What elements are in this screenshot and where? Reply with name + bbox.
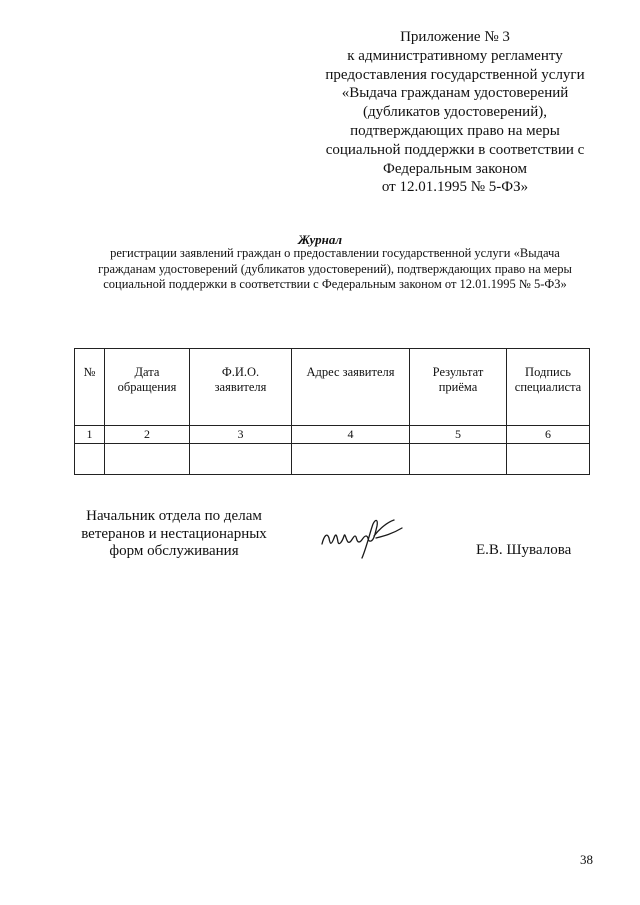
signoff-line: ветеранов и нестационарных xyxy=(81,525,267,542)
empty-cell xyxy=(190,444,292,475)
empty-cell xyxy=(75,444,105,475)
appendix-line: предоставления государственной услуги xyxy=(325,66,585,83)
appendix-line: «Выдача гражданам удостоверений xyxy=(341,85,569,102)
column-number: 6 xyxy=(507,426,590,444)
handwritten-signature xyxy=(318,514,406,560)
column-number: 1 xyxy=(75,426,105,444)
column-number: 5 xyxy=(410,426,507,444)
empty-cell xyxy=(507,444,590,475)
journal-description xyxy=(70,246,600,293)
signoff-position xyxy=(74,508,274,561)
appendix-header xyxy=(300,28,610,197)
empty-cell xyxy=(410,444,507,475)
column-number: 2 xyxy=(105,426,190,444)
appendix-line: (дубликатов удостоверений), xyxy=(363,104,547,121)
header-address: Адрес заявителя xyxy=(292,349,410,426)
table-header-row xyxy=(75,349,590,426)
header-result: Результат приёма xyxy=(410,349,507,426)
column-number-row xyxy=(75,426,590,444)
appendix-line: от 12.01.1995 № 5-ФЗ» xyxy=(381,179,529,196)
journal-description-line: гражданам удостоверений (дубликатов удостоверений), подтверждающих право на меры xyxy=(98,261,572,276)
signoff-line: Начальник отдела по делам xyxy=(86,508,262,524)
page-number: 38 xyxy=(580,852,593,867)
appendix-line: социальной поддержки в соответствии с xyxy=(325,141,585,158)
empty-cell xyxy=(105,444,190,475)
header-date: Дата обращения xyxy=(105,349,190,426)
appendix-line: Приложение № 3 xyxy=(400,29,510,45)
empty-cell xyxy=(292,444,410,475)
journal-title: Журнал xyxy=(297,232,343,247)
header-number: № xyxy=(75,349,105,426)
signer-name: Е.В. Шувалова xyxy=(476,542,572,558)
journal-description-line: социальной поддержки в соответствии с Федеральным законом от 12.01.1995 № 5-ФЗ» xyxy=(103,277,567,291)
table-row xyxy=(75,444,590,475)
appendix-line: Федеральным законом xyxy=(383,160,527,177)
column-number: 4 xyxy=(292,426,410,444)
appendix-line: подтверждающих право на меры xyxy=(350,122,560,139)
appendix-line: к административному регламенту xyxy=(347,47,563,64)
header-name: Ф.И.О. заявителя xyxy=(190,349,292,426)
register-table xyxy=(74,348,590,475)
signoff-line: форм обслуживания xyxy=(109,543,239,559)
column-number: 3 xyxy=(190,426,292,444)
journal-description-line: регистрации заявлений граждан о предоставлении государственной услуги «Выдача xyxy=(110,246,560,260)
header-signature: Подпись специалиста xyxy=(507,349,590,426)
